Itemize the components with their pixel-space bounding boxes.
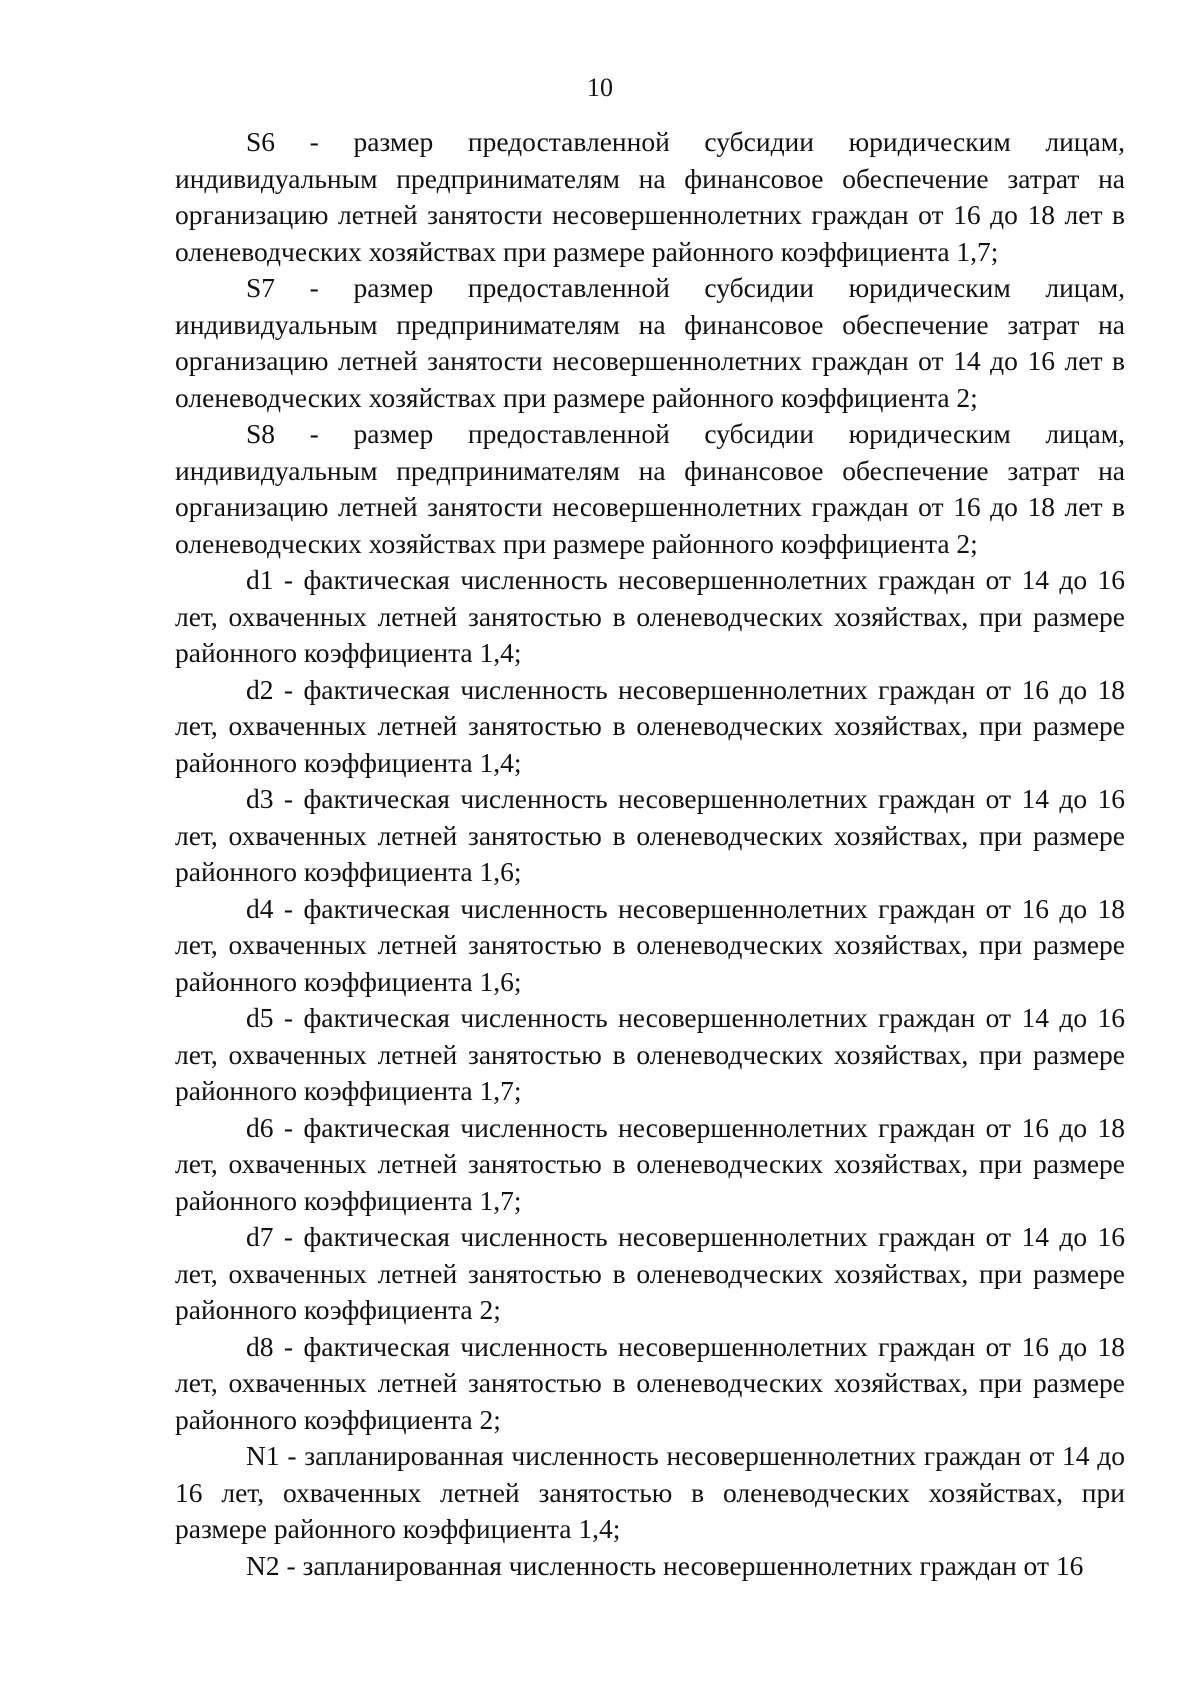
paragraph-d6: d6 - фактическая численность несовершеннолетних граждан от 16 до 18 лет, охваченных летней занятостью в оленеводческих хозяйствах, при размере районного коэффициента 1,7; bbox=[175, 1111, 1125, 1216]
paragraph-d1: d1 - фактическая численность несовершеннолетних граждан от 14 до 16 лет, охваченных летней занятостью в оленеводческих хозяйствах, при размере районного коэффициента 1,4; bbox=[175, 564, 1125, 668]
paragraph-d8: d8 - фактическая численность несовершеннолетних граждан от 16 до 18 лет, охваченных летней занятостью в оленеводческих хозяйствах, при размере районного коэффициента 2; bbox=[175, 1330, 1125, 1435]
paragraph-d4: d4 - фактическая численность несовершеннолетних граждан от 16 до 18 лет, охваченных летней занятостью в оленеводческих хозяйствах, при размере районного коэффициента 1,6; bbox=[175, 892, 1125, 997]
paragraph-s8: S8 - размер предоставленной субсидии юридическим лицам, индивидуальным предпринимателям на финансовое обеспечение затрат на организацию летней занятости несовершеннолетних граждан от 16 до 18 лет в оленеводческих хозяйствах при размере районного коэффициента 2; bbox=[175, 418, 1125, 559]
paragraph-d5: d5 - фактическая численность несовершеннолетних граждан от 14 до 16 лет, охваченных летней занятостью в оленеводческих хозяйствах, при размере районного коэффициента 1,7; bbox=[175, 1002, 1125, 1106]
paragraph-n1: N1 - запланированная численность несовершеннолетних граждан от 14 до 16 лет, охваченных летней занятостью в оленеводческих хозяйствах, при размере районного коэффициента 1,4; bbox=[175, 1440, 1125, 1544]
paragraph-d3: d3 - фактическая численность несовершеннолетних граждан от 14 до 16 лет, охваченных летней занятостью в оленеводческих хозяйствах, при размере районного коэффициента 1,6; bbox=[175, 783, 1125, 887]
paragraph-d7: d7 - фактическая численность несовершеннолетних граждан от 14 до 16 лет, охваченных летней занятостью в оленеводческих хозяйствах, при размере районного коэффициента 2; bbox=[175, 1221, 1125, 1325]
paragraph-n2: N2 - запланированная численность несовершеннолетних граждан от 16 bbox=[246, 1549, 1084, 1581]
document-body bbox=[175, 124, 1125, 1584]
paragraph-s6: S6 - размер предоставленной субсидии юридическим лицам, индивидуальным предпринимателям на финансовое обеспечение затрат на организацию летней занятости несовершеннолетних граждан от 16 до 18 лет в оленеводческих хозяйствах при размере районного коэффициента 1,7; bbox=[175, 126, 1125, 267]
paragraph-s7: S7 - размер предоставленной субсидии юридическим лицам, индивидуальным предпринимателям на финансовое обеспечение затрат на организацию летней занятости несовершеннолетних граждан от 14 до 16 лет в оленеводческих хозяйствах при размере районного коэффициента 2; bbox=[175, 272, 1125, 413]
page-number: 10 bbox=[587, 73, 613, 102]
paragraph-d2: d2 - фактическая численность несовершеннолетних граждан от 16 до 18 лет, охваченных летней занятостью в оленеводческих хозяйствах, при размере районного коэффициента 1,4; bbox=[175, 673, 1125, 778]
